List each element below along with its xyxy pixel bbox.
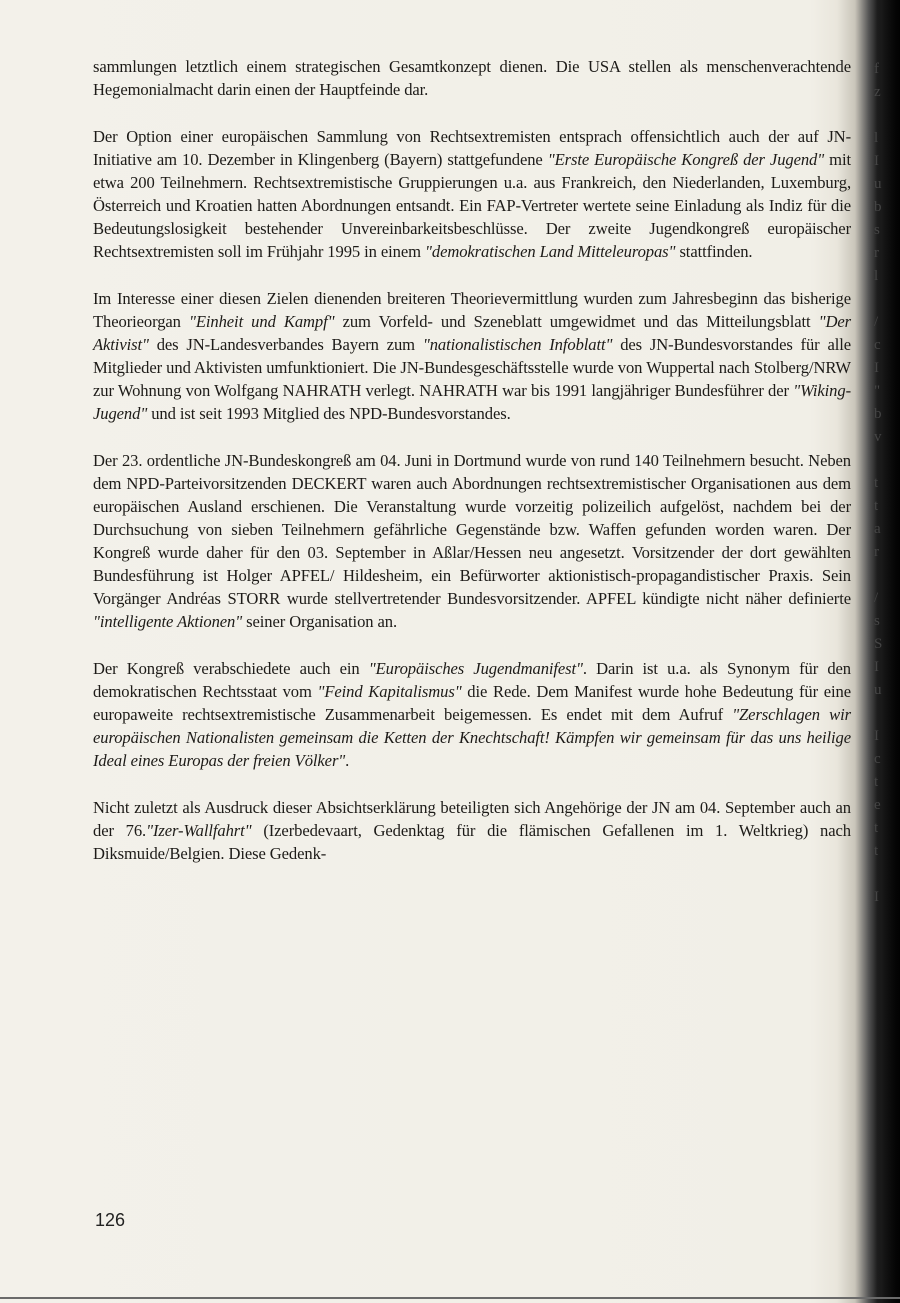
- fragment-letter: I: [874, 153, 879, 169]
- quoted-term: "demokratischen Land Mitteleuropas": [425, 242, 676, 261]
- fragment-letter: v: [874, 429, 882, 445]
- quoted-term: "Der Aktivist": [93, 312, 852, 354]
- fragment-letter: u: [874, 176, 882, 192]
- fragment-letter: I: [874, 728, 879, 744]
- fragment-letter: t: [874, 475, 879, 491]
- paragraph: [93, 449, 851, 633]
- text-run: Der Kongreß verabschiedete auch ein: [93, 659, 369, 678]
- fragment-letter: a: [874, 521, 881, 537]
- fragment-letter: l: [874, 130, 879, 146]
- fragment-letter: r: [874, 245, 879, 261]
- fragment-letter: f: [874, 61, 879, 77]
- quoted-term: "Zerschlagen wir europäischen Nationalisten gemeinsam die Ketten der Knechtschaft! Kämpfen wir gemeinsam für das uns heilige Ideal eines Europas der freien Völker": [93, 705, 851, 770]
- page-number: 126: [95, 1210, 126, 1230]
- quoted-term: "Einheit und Kampf": [188, 312, 335, 331]
- fragment-letter: c: [874, 751, 881, 767]
- body-text: [93, 55, 851, 889]
- text-run: seiner Organisation an.: [242, 612, 398, 631]
- fragment-letter: t: [874, 498, 879, 514]
- paragraph: [93, 55, 851, 101]
- quoted-term: "nationalistischen Infoblatt": [422, 335, 613, 354]
- paragraph: [93, 287, 851, 425]
- quoted-term: "Erste Europäische Kongreß der Jugend": [547, 150, 825, 169]
- fragment-letter: r: [874, 544, 879, 560]
- text-run: die Rede. Dem Manifest wurde hohe Bedeutung für eine europaweite rechtsextremistische Zusammenarbeit beigemessen. Es endet mit dem Aufruf: [93, 682, 851, 724]
- fragment-letter: S: [874, 636, 883, 652]
- fragment-letter: /: [874, 590, 879, 606]
- paragraph: [93, 125, 851, 263]
- fragment-letter: s: [874, 222, 880, 238]
- quoted-term: "intelligente Aktionen": [93, 612, 243, 631]
- binding-shadow: [882, 0, 900, 1303]
- fragment-letter: /: [874, 314, 879, 330]
- fragment-letter: ": [874, 383, 881, 399]
- fragment-letter: z: [874, 84, 881, 100]
- text-run: Der Option einer europäischen Sammlung von Rechtsextremisten entsprach offensichtlich auch der auf JN-Initiative am 10. Dezember in Klingenberg (Bayern) stattgefundene: [93, 127, 851, 169]
- text-run: und ist seit 1993 Mitglied des NPD-Bundesvorstandes.: [147, 404, 511, 423]
- paragraph: [93, 796, 851, 865]
- fragment-letter: b: [874, 199, 882, 215]
- fragment-letter: I: [874, 360, 879, 376]
- text-run: zum Vorfeld- und Szeneblatt umgewidmet und das Mitteilungsblatt: [334, 312, 819, 331]
- quoted-term: "Europäisches Jugendmanifest": [368, 659, 583, 678]
- fragment-letter: t: [874, 843, 879, 859]
- text-run: mit etwa 200 Teilnehmern. Rechtsextremistische Gruppierungen u.a. aus Frankreich, den Niederlanden, Luxemburg, Österreich und Kroatien hatten Abordnungen entsandt. Ein FAP-Vertreter wertete seine Einladung als Indiz für die Bedeutungslosigkeit bestehender Unvereinbarkeitsbeschlüsse. Der zweite Jugendkongreß europäischer Rechtsextremisten soll im Frühjahr 1995 in einem: [93, 150, 851, 261]
- fragment-letter: e: [874, 797, 881, 813]
- fragment-letter: s: [874, 613, 880, 629]
- quoted-term: "Izer-Wallfahrt": [146, 821, 252, 840]
- text-run: . Darin ist u.a. als Synonym für den demokratischen Rechtsstaat vom: [93, 659, 851, 701]
- text-run: stattfinden.: [675, 242, 753, 261]
- text-run: des JN-Landesverbandes Bayern zum: [148, 335, 423, 354]
- text-run: Im Interesse einer diesen Zielen dienenden breiteren Theorievermittlung wurden zum Jahresbeginn das bisherige Theorieorgan: [93, 289, 851, 331]
- page-bottom-edge: [0, 1297, 900, 1299]
- text-run: .: [345, 751, 350, 770]
- text-run: Der 23. ordentliche JN-Bundeskongreß am 04. Juni in Dortmund wurde von rund 140 Teilnehmern besucht. Neben dem NPD-Parteivorsitzenden DECKERT waren auch Abordnungen rechtsextremistischer Organisationen aus dem europäischen Ausland erschienen. Die Veranstaltung wurde vorzeitig polizeilich aufgelöst, nachdem bei der Durchsuchung von sieben Teilnehmern gefährliche Gegenstände bzw. Waffen gefunden worden waren. Der Kongreß wurde daher für den 03. September in Aßlar/Hessen neu angesetzt. Vorsitzender der dort gewählten Bundesführung ist Holger APFEL/ Hildesheim, ein Befürworter aktionistisch-propagandistischer Praxis. Sein Vorgänger Andréas STORR wurde stellvertretender Bundesvorsitzender. APFEL kündigte nicht näher definierte: [93, 451, 851, 608]
- fragment-letter: b: [874, 406, 882, 422]
- paragraph: [93, 657, 851, 772]
- text-run: Nicht zuletzt als Ausdruck dieser Absichtserklärung beteiligten sich Angehörige der JN am 04. September auch an der 76.: [93, 798, 851, 840]
- fragment-letter: c: [874, 337, 881, 353]
- fragment-letter: u: [874, 682, 882, 698]
- fragment-letter: I: [874, 659, 879, 675]
- text-run: des JN-Bundesvorstandes für alle Mitglieder und Aktivisten umfunktioniert. Die JN-Bundesgeschäftsstelle wurde von Wuppertal nach Stolberg/NRW zur Wohnung von Wolfgang NAHRATH verlegt. NAHRATH war bis 1991 langjähriger Bundesführer der: [93, 335, 851, 400]
- fragment-letter: t: [874, 774, 879, 790]
- text-run: (Izerbedevaart, Gedenktag für die flämischen Gefallenen im 1. Weltkrieg) nach Diksmuide/Belgien. Diese Gedenk-: [93, 821, 851, 863]
- fragment-letter: l: [874, 268, 879, 284]
- fragment-letter: I: [874, 889, 879, 905]
- text-run: sammlungen letztlich einem strategischen Gesamtkonzept dienen. Die USA stellen als menschenverachtende Hegemonialmacht darin einen der Hauptfeinde dar.: [93, 57, 851, 99]
- quoted-term: "Wiking-Jugend": [93, 381, 851, 423]
- quoted-term: "Feind Kapitalismus": [317, 682, 462, 701]
- fragment-letter: t: [874, 820, 879, 836]
